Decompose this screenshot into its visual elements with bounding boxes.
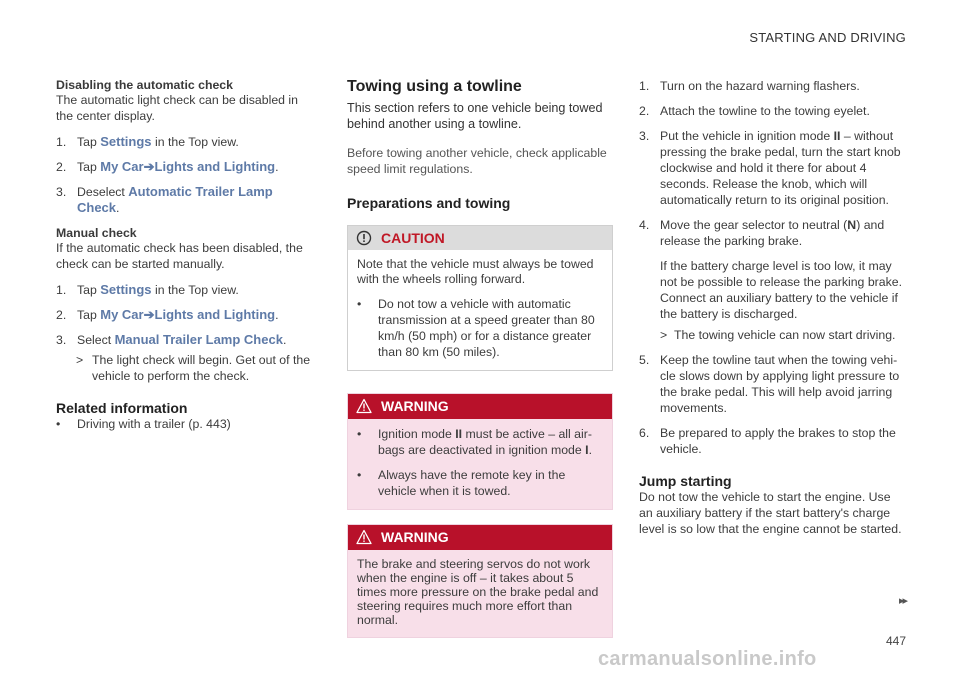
column-left (56, 78, 318, 432)
towing-step: 5. Keep the towline taut when the towing vehi-cle slows down by applying light pressure to the brake pedal. This will help avoid jarring movements. (639, 353, 900, 415)
column-right (639, 78, 907, 537)
ui-term: My Car (100, 307, 144, 322)
warning-bullet: • Ignition mode II must be active – all air-bags are deactivated in ignition mode I. (357, 427, 592, 457)
section-lead: This section refers to one vehicle being towed behind another using a towline. (347, 101, 603, 131)
towing-step: 3. Put the vehicle in ignition mode II – without pressing the brake pedal, turn the start knob clockwise and hold it there for about 4 seconds. Release the knob, which will automatically return to its original position. (639, 129, 901, 207)
caution-label: CAUTION (381, 230, 445, 246)
bullet-icon: • (357, 427, 362, 441)
disable-step: 3. Deselect Automatic Trailer Lamp Check. (56, 184, 273, 215)
manual-step: 3. Select Manual Trailer Lamp Check. (56, 332, 287, 347)
disable-step: 1. Tap Settings in the Top view. (56, 134, 239, 149)
section-note: Before towing another vehicle, check applicable speed limit regulations. (347, 146, 607, 176)
caution-box (347, 225, 613, 371)
manual-step: 1. Tap Settings in the Top view. (56, 282, 239, 297)
step-number: 3. (56, 185, 67, 199)
related-link[interactable] (56, 416, 318, 432)
caution-icon (356, 230, 372, 246)
warning-text: The brake and steering servos do not work when the engine is off – it takes about 5 times more pressure on the brake pedal and steering requires much more effort than normal. (357, 557, 599, 627)
caution-body (348, 250, 612, 370)
warning-triangle-icon (356, 398, 372, 414)
towing-step: 2. Attach the towline to the towing eyelet. (639, 104, 870, 118)
warning-body (348, 419, 612, 509)
towing-step: 1. Turn on the hazard warning flashers. (639, 79, 860, 93)
step-number: 3. (56, 333, 67, 347)
result-glyph: > (660, 328, 668, 342)
section-title: Towing using a towline (347, 78, 522, 95)
arrow-right-icon: ➔ (143, 159, 155, 174)
watermark: carmanualsonline.info (598, 648, 817, 670)
step-result (56, 352, 318, 384)
warning-label: WARNING (381, 398, 449, 414)
jump-text: Do not tow the vehicle to start the engine. Use an auxiliary battery if the start battery's charge level is so low that the engine cannot be started. (639, 490, 902, 536)
jump-heading: Jump starting (639, 473, 732, 489)
disable-intro: The automatic light check can be disabled in the center display. (56, 93, 298, 123)
prep-heading: Preparations and towing (347, 195, 511, 211)
step-extra: If the battery charge level is too low, it may not be possible to release the parking brake. Connect an auxiliary battery to the vehicle if the battery is discharged. (660, 259, 902, 321)
warning-body (348, 550, 612, 637)
bullet-icon: • (56, 417, 61, 431)
warning-header (348, 394, 612, 419)
ui-term: Manual Trailer Lamp Check (114, 332, 283, 347)
bullet-icon: • (357, 468, 362, 482)
warning-label: WARNING (381, 529, 449, 545)
towing-step: 4. Move the gear selector to neutral (N) and release the parking brake. If the battery charge level is too low, it may not be possible to release the parking brake. Connect an auxiliary battery to the vehicle if the battery is discharged. > The towing vehicle can now start driving. (639, 217, 907, 343)
continue-arrows-icon: ▸▸ (898, 595, 906, 607)
ui-term: Settings (100, 134, 152, 149)
running-header: STARTING AND DRIVING (749, 30, 906, 45)
manual-step: 2. Tap My Car➔Lights and Lighting. (56, 307, 279, 322)
ui-term: Lights and Lighting (154, 307, 276, 322)
caution-bullet-text: Do not tow a vehicle with automatic transmission at a speed greater than 80 km/h (50 mph) or for a distance greater than 80 km (50 miles). (378, 297, 595, 359)
ui-term: Lights and Lighting (154, 159, 276, 174)
caution-header (348, 226, 612, 250)
arrow-right-icon: ➔ (143, 307, 155, 322)
result-text: The light check will begin. Get out of the vehicle to perform the check. (92, 353, 311, 383)
ui-term: My Car (100, 159, 144, 174)
related-heading: Related information (56, 400, 188, 416)
step-number: 2. (56, 160, 67, 174)
disable-step: 2. Tap My Car➔Lights and Lighting. (56, 159, 279, 174)
ui-term: Automatic Trailer Lamp Check (77, 184, 273, 215)
step-number: 1. (56, 283, 67, 297)
caution-bullet (357, 296, 603, 360)
bullet-icon: • (357, 297, 362, 311)
disable-heading: Disabling the automatic check (56, 78, 233, 92)
step-number: 2. (56, 308, 67, 322)
related-link-text[interactable]: Driving with a trailer (p. 443) (77, 417, 231, 431)
step-result: > The towing vehicle can now start driving. (660, 328, 896, 342)
page-number: 447 (885, 634, 906, 648)
warning-box (347, 393, 613, 510)
warning-header (348, 525, 612, 550)
column-middle (347, 78, 613, 638)
warning-triangle-icon (356, 529, 372, 545)
ui-term: Settings (100, 282, 152, 297)
caution-text: Note that the vehicle must always be towed with the wheels rolling forward. (357, 257, 594, 286)
warning-bullet: • Always have the remote key in the vehicle when it is towed. (357, 468, 566, 498)
result-glyph: > (76, 353, 84, 367)
manual-heading: Manual check (56, 226, 137, 240)
warning-box (347, 524, 613, 638)
towing-step: 6. Be prepared to apply the brakes to stop the vehicle. (639, 426, 896, 456)
manual-intro: If the automatic check has been disabled, the check can be started manually. (56, 241, 303, 271)
step-number: 1. (56, 135, 67, 149)
